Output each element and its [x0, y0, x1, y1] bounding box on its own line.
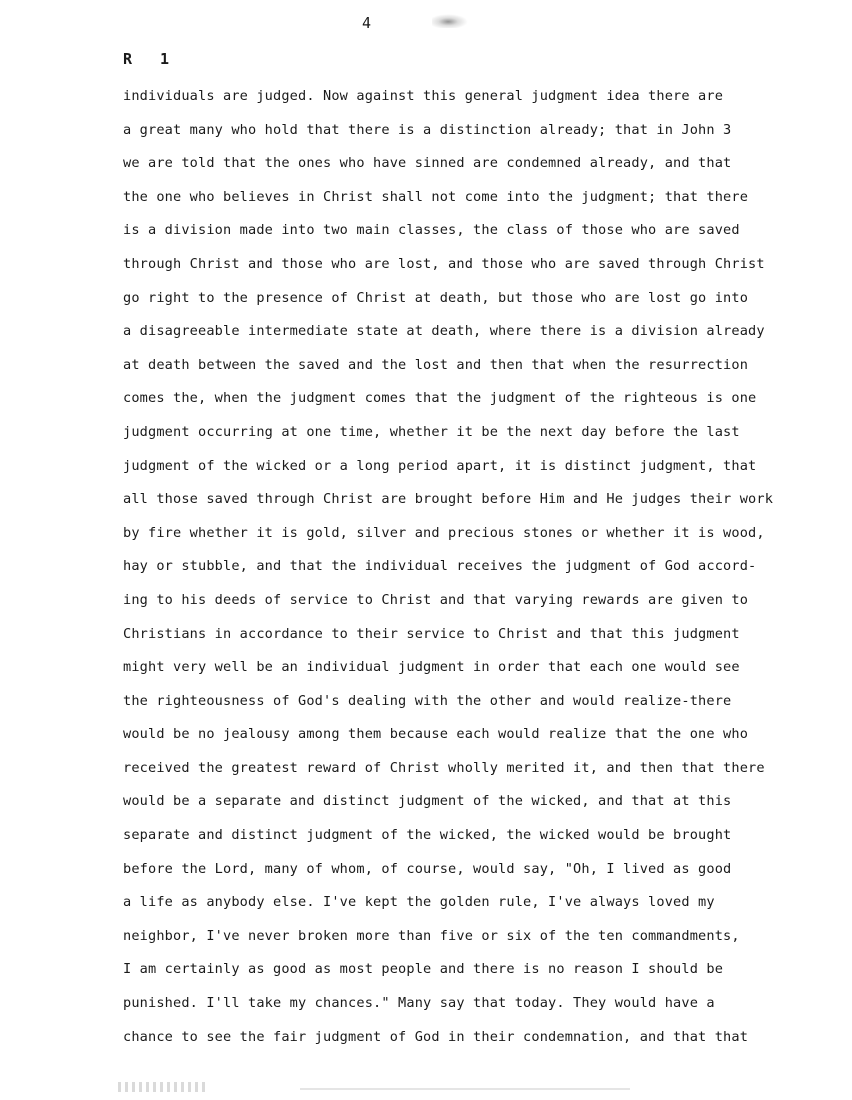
text-line: would be a separate and distinct judgment of the wicked, and that at this — [123, 793, 732, 810]
scan-artifact-line — [300, 1088, 630, 1090]
text-line: before the Lord, many of whom, of course, would say, "Oh, I lived as good — [123, 860, 732, 877]
text-line: neighbor, I've never broken more than five or six of the ten commandments, — [123, 927, 740, 944]
scan-smudge — [118, 1082, 208, 1092]
text-line: a life as anybody else. I've kept the golden rule, I've always loved my — [123, 894, 715, 911]
text-line: we are told that the ones who have sinned are condemned already, and that — [123, 155, 732, 172]
text-line: comes the, when the judgment comes that the judgment of the righteous is one — [123, 390, 757, 407]
section-marker — [123, 50, 171, 68]
text-line: might very well be an individual judgment in order that each one would see — [123, 659, 740, 676]
text-line: Christians in accordance to their service to Christ and that this judgment — [123, 625, 740, 642]
text-line: judgment of the wicked or a long period apart, it is distinct judgment, that — [123, 457, 757, 474]
text-line: is a division made into two main classes, the class of those who are saved — [123, 222, 740, 239]
text-line: through Christ and those who are lost, and those who are saved through Christ — [123, 255, 765, 272]
section-letter: R — [123, 50, 135, 68]
text-line: punished. I'll take my chances." Many say that today. They would have a — [123, 995, 715, 1012]
text-line: ing to his deeds of service to Christ and that varying rewards are given to — [123, 591, 749, 608]
text-line: received the greatest reward of Christ wholly merited it, and then that there — [123, 759, 765, 776]
ink-speck — [432, 14, 468, 28]
text-line: the one who believes in Christ shall not come into the judgment; that there — [123, 188, 749, 205]
text-line: individuals are judged. Now against this general judgment idea there are — [123, 88, 724, 104]
text-line: a great many who hold that there is a distinction already; that in John 3 — [123, 121, 732, 138]
text-line: would be no jealousy among them because each would realize that the one who — [123, 726, 749, 743]
text-line: all those saved through Christ are brought before Him and He judges their work — [123, 491, 774, 508]
text-line: go right to the presence of Christ at death, but those who are lost go into — [123, 289, 749, 306]
text-line: separate and distinct judgment of the wicked, the wicked would be brought — [123, 827, 732, 844]
page-number: 4 — [362, 14, 372, 32]
text-line: the righteousness of God's dealing with the other and would realize-there — [123, 692, 732, 709]
text-line: chance to see the fair judgment of God in their condemnation, and that that — [123, 1028, 749, 1045]
text-line: at death between the saved and the lost and then that when the resurrection — [123, 356, 749, 373]
text-line: I am certainly as good as most people and there is no reason I should be — [123, 961, 724, 978]
text-line: judgment occurring at one time, whether it be the next day before the last — [123, 423, 740, 440]
typed-body-text — [123, 84, 823, 1058]
text-line: by fire whether it is gold, silver and precious stones or whether it is wood, — [123, 524, 765, 541]
section-number: 1 — [160, 50, 172, 68]
text-line: hay or stubble, and that the individual receives the judgment of God accord- — [123, 558, 757, 575]
text-line: a disagreeable intermediate state at death, where there is a division already — [123, 323, 765, 340]
